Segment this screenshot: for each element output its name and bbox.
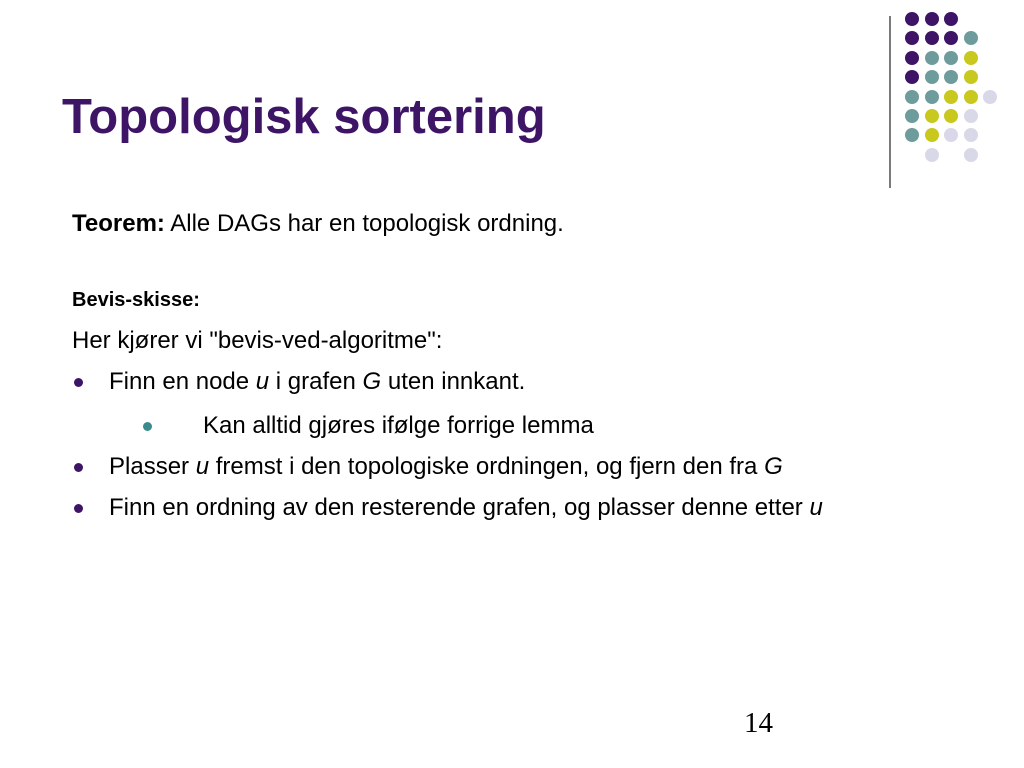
decorative-dot [983, 90, 997, 104]
decorative-dot [964, 128, 978, 142]
decorative-dot [964, 51, 978, 65]
bullet-item-find-node: Finn en node u i grafen G uten innkant. [109, 368, 525, 396]
decorative-dot [944, 12, 958, 26]
decorative-dot [905, 51, 919, 65]
decorative-dot [905, 12, 919, 26]
bullet-icon [74, 504, 83, 513]
proof-intro: Her kjører vi "bevis-ved-algoritme": [72, 327, 443, 354]
bullet-item-place-first: Plasser u fremst i den topologiske ordningen, og fjern den fra G [109, 453, 783, 481]
decorative-dot [964, 90, 978, 104]
bullet-item-order-rest: Finn en ordning av den resterende grafen, og plasser denne etter u [109, 494, 823, 522]
decorative-dot [925, 109, 939, 123]
proof-heading: Bevis-skisse: [72, 289, 200, 311]
theorem-statement [72, 210, 564, 238]
decorative-dot [905, 109, 919, 123]
theorem-label: Teorem: [72, 210, 165, 237]
decorative-dot [925, 70, 939, 84]
decorative-dot [925, 31, 939, 45]
decorative-dot-grid [905, 12, 1001, 168]
decorative-dot [905, 31, 919, 45]
decorative-dot [964, 109, 978, 123]
decorative-dot [925, 148, 939, 162]
page-number: 14 [744, 707, 773, 739]
decorative-dot [964, 70, 978, 84]
slide-title: Topologisk sortering [62, 90, 546, 144]
decorative-dot [925, 128, 939, 142]
decorative-dot [925, 90, 939, 104]
decorative-dot [944, 51, 958, 65]
decorative-dot [944, 109, 958, 123]
decorative-dot [964, 148, 978, 162]
sub-bullet-icon [143, 422, 152, 431]
decorative-dot [925, 51, 939, 65]
decorative-divider [889, 16, 891, 188]
decorative-dot [905, 90, 919, 104]
decorative-dot [944, 90, 958, 104]
sub-bullet-item-lemma: Kan alltid gjøres ifølge forrige lemma [203, 412, 594, 440]
decorative-dot [944, 31, 958, 45]
decorative-dot [964, 31, 978, 45]
decorative-dot [905, 70, 919, 84]
theorem-text: Alle DAGs har en topologisk ordning. [164, 210, 564, 237]
bullet-icon [74, 378, 83, 387]
bullet-icon [74, 463, 83, 472]
decorative-dot [944, 128, 958, 142]
decorative-dot [905, 128, 919, 142]
decorative-dot [944, 70, 958, 84]
decorative-dot [925, 12, 939, 26]
